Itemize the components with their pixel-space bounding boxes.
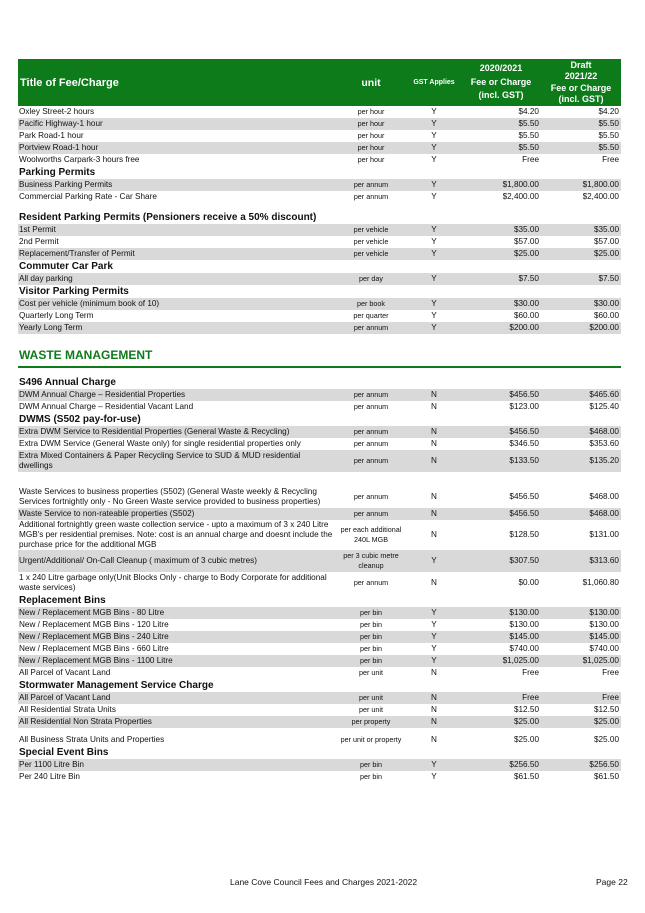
footer-text: Lane Cove Council Fees and Charges 2021-2022 bbox=[230, 877, 418, 887]
fee-gst: N bbox=[431, 668, 437, 677]
fee-2020-2021: $0.00 bbox=[518, 578, 539, 587]
fee-unit: per 3 cubic metre cleanup bbox=[335, 550, 407, 572]
fee-title: Urgent/Additional/ On-Call Cleanup ( maximum of 3 cubic metres) bbox=[18, 550, 335, 572]
table-row bbox=[18, 667, 621, 679]
fee-2021-2022: Free bbox=[541, 692, 621, 704]
fee-2021-2022: $130.00 bbox=[589, 620, 619, 629]
fee-2020-2021: $133.50 bbox=[461, 450, 541, 472]
fee-title: All day parking bbox=[18, 273, 335, 285]
fee-2020-2021: $130.00 bbox=[461, 607, 541, 619]
fee-gst: Y bbox=[407, 179, 461, 191]
section-heading bbox=[18, 746, 621, 759]
fee-unit: per vehicle bbox=[335, 248, 407, 260]
fee-2021-2022: $1,800.00 bbox=[541, 179, 621, 191]
fee-2021-2022: $7.50 bbox=[541, 273, 621, 285]
fee-2021-2022: $4.20 bbox=[598, 107, 619, 116]
fee-gst: Y bbox=[431, 237, 437, 246]
fee-title: 2nd Permit bbox=[19, 237, 59, 246]
fee-unit: per each additional 240L MGB bbox=[340, 525, 402, 544]
fee-2021-2022: Free bbox=[602, 155, 619, 164]
fee-2021-2022: $468.00 bbox=[541, 508, 621, 520]
section-heading bbox=[18, 285, 621, 298]
fee-gst: Y bbox=[407, 607, 461, 619]
fee-2020-2021: $307.50 bbox=[461, 550, 541, 572]
fee-2020-2021: $7.50 bbox=[461, 273, 541, 285]
section-heading bbox=[18, 260, 621, 273]
fee-title: New / Replacement MGB Bins - 120 Litre bbox=[19, 620, 169, 629]
fee-title: Waste Services to business properties (S502) (General Waste weekly & Recycling Services fortnightly only - No Green Waste service provided to business properties) bbox=[19, 487, 321, 506]
fee-2021-2022: $130.00 bbox=[541, 607, 621, 619]
header-fee-2021 bbox=[541, 59, 621, 106]
table-row bbox=[18, 130, 621, 142]
table-row bbox=[18, 106, 621, 118]
fee-title: Business Parking Permits bbox=[18, 179, 335, 191]
fee-gst: Y bbox=[431, 620, 437, 629]
fee-2020-2021: $130.00 bbox=[509, 620, 539, 629]
fee-title: Woolworths Carpark-3 hours free bbox=[19, 155, 140, 164]
section-title: Visitor Parking Permits bbox=[19, 285, 129, 297]
table-row bbox=[18, 572, 621, 594]
fee-title: Park Road-1 hour bbox=[19, 131, 84, 140]
table-row bbox=[18, 550, 621, 572]
header-fee-2021-line3: Fee or Charge bbox=[550, 82, 612, 93]
fee-2020-2021: $456.50 bbox=[461, 508, 541, 520]
fee-title: Per 1100 Litre Bin bbox=[18, 759, 335, 771]
fee-gst: Y bbox=[407, 550, 461, 572]
fee-title: Portview Road-1 hour bbox=[18, 142, 335, 154]
fees-table-body bbox=[18, 59, 621, 783]
fee-2020-2021: $5.50 bbox=[461, 142, 541, 154]
fee-2021-2022: $25.00 bbox=[541, 716, 621, 728]
table-row bbox=[18, 298, 621, 310]
section-heading bbox=[18, 679, 621, 692]
section-title: DWMS (S502 pay-for-use) bbox=[19, 413, 141, 425]
table-row bbox=[18, 154, 621, 166]
fee-2020-2021: $1,800.00 bbox=[461, 179, 541, 191]
table-row bbox=[18, 607, 621, 619]
fee-gst: Y bbox=[407, 273, 461, 285]
fee-title: Per 240 Litre Bin bbox=[19, 772, 80, 781]
fee-2021-2022: $313.60 bbox=[541, 550, 621, 572]
fee-2021-2022: $5.50 bbox=[598, 131, 619, 140]
fee-unit: per hour bbox=[357, 154, 385, 164]
fee-2020-2021: $128.50 bbox=[509, 530, 539, 539]
fee-2020-2021: $5.50 bbox=[461, 118, 541, 130]
table-row bbox=[18, 520, 621, 550]
fee-2020-2021: $123.00 bbox=[509, 402, 539, 411]
header-gst: GST Applies bbox=[407, 59, 461, 106]
table-row bbox=[18, 389, 621, 401]
fee-title: Commercial Parking Rate - Car Share bbox=[19, 192, 157, 201]
header-fee-2021-line1: Draft bbox=[570, 59, 592, 70]
fee-title: Extra DWM Service (General Waste only) for single residential properties only bbox=[19, 439, 301, 448]
fee-unit: per annum bbox=[335, 450, 407, 472]
header-fee-2021-line2: 2021/22 bbox=[564, 71, 598, 81]
fee-unit: per hour bbox=[335, 142, 407, 154]
fee-2020-2021: Free bbox=[522, 668, 539, 677]
fee-gst: N bbox=[407, 426, 461, 438]
fee-unit: per annum bbox=[335, 179, 407, 191]
fee-gst: Y bbox=[407, 118, 461, 130]
table-row bbox=[18, 692, 621, 704]
fee-2021-2022: $131.00 bbox=[589, 530, 619, 539]
table-row bbox=[18, 508, 621, 520]
fee-unit: per annum bbox=[335, 426, 407, 438]
fee-2020-2021: $256.50 bbox=[461, 759, 541, 771]
fee-gst: N bbox=[431, 492, 437, 501]
fee-unit: per quarter bbox=[353, 310, 389, 320]
fee-2021-2022: Free bbox=[602, 668, 619, 677]
fee-title: Yearly Long Term bbox=[18, 322, 335, 334]
table-row bbox=[18, 236, 621, 248]
spacer-cell bbox=[18, 472, 621, 486]
fee-gst: Y bbox=[407, 631, 461, 643]
fee-title: New / Replacement MGB Bins - 1100 Litre bbox=[18, 655, 335, 667]
fee-gst: Y bbox=[407, 322, 461, 334]
fee-title: Extra Mixed Containers & Paper Recycling Service to SUD & MUD residential dwellings bbox=[18, 450, 335, 472]
fee-title: Pacific Highway-1 hour bbox=[18, 118, 335, 130]
section-heading bbox=[18, 594, 621, 607]
fee-unit: per unit bbox=[359, 667, 383, 677]
table-row bbox=[18, 450, 621, 472]
table-row bbox=[18, 759, 621, 771]
table-row bbox=[18, 655, 621, 667]
fee-gst: Y bbox=[407, 142, 461, 154]
fee-unit: per day bbox=[335, 273, 407, 285]
table-row bbox=[18, 631, 621, 643]
fees-document bbox=[18, 59, 621, 783]
fee-unit: per bin bbox=[360, 643, 382, 653]
fee-2021-2022: $145.00 bbox=[541, 631, 621, 643]
fee-gst: Y bbox=[431, 772, 437, 781]
fee-gst: N bbox=[407, 450, 461, 472]
fee-title: All Parcel of Vacant Land bbox=[19, 668, 111, 677]
fee-title: All Residential Strata Units bbox=[19, 705, 116, 714]
table-row bbox=[18, 771, 621, 783]
fee-gst: Y bbox=[431, 107, 437, 116]
fee-2021-2022: $35.00 bbox=[541, 224, 621, 236]
fee-2020-2021: $30.00 bbox=[461, 298, 541, 310]
section-title: S496 Annual Charge bbox=[19, 376, 116, 388]
fee-2021-2022: $468.00 bbox=[541, 426, 621, 438]
fee-2020-2021: $456.50 bbox=[461, 426, 541, 438]
fee-gst: Y bbox=[407, 298, 461, 310]
fee-title: Cost per vehicle (minimum book of 10) bbox=[18, 298, 335, 310]
fee-gst: Y bbox=[431, 311, 437, 320]
fee-2020-2021: $200.00 bbox=[461, 322, 541, 334]
table-row bbox=[18, 643, 621, 655]
fee-unit: per annum bbox=[353, 191, 389, 201]
section-title: Resident Parking Permits (Pensioners receive a 50% discount) bbox=[19, 211, 317, 223]
fee-unit: per annum bbox=[335, 508, 407, 520]
fee-gst: N bbox=[407, 716, 461, 728]
fee-unit: per annum bbox=[353, 492, 389, 501]
fee-2021-2022: $2,400.00 bbox=[582, 192, 619, 201]
fee-gst: N bbox=[431, 735, 437, 744]
fee-gst: N bbox=[431, 578, 437, 587]
fee-unit: per vehicle bbox=[335, 224, 407, 236]
section-heading bbox=[18, 166, 621, 179]
fee-title: New / Replacement MGB Bins - 240 Litre bbox=[18, 631, 335, 643]
table-row bbox=[18, 401, 621, 413]
fee-title: All Business Strata Units and Properties bbox=[19, 735, 165, 744]
fee-gst: Y bbox=[431, 192, 437, 201]
table-row bbox=[18, 179, 621, 191]
table-row bbox=[18, 142, 621, 154]
fee-2021-2022: $200.00 bbox=[541, 322, 621, 334]
section-heading bbox=[18, 367, 621, 389]
fee-gst: N bbox=[407, 508, 461, 520]
header-fee-2020-line2: Fee or Charge bbox=[470, 76, 532, 87]
fee-unit: per annum bbox=[353, 438, 389, 448]
fee-gst: N bbox=[431, 439, 437, 448]
table-row bbox=[18, 486, 621, 508]
fee-gst: Y bbox=[431, 155, 437, 164]
fee-2021-2022: $740.00 bbox=[589, 644, 619, 653]
table-header bbox=[18, 59, 621, 106]
header-unit: unit bbox=[335, 59, 407, 106]
fee-title: 1 x 240 Litre garbage only(Unit Blocks Only - charge to Body Corporate for additional waste services) bbox=[19, 573, 327, 592]
table-row bbox=[18, 426, 621, 438]
fee-2021-2022: $1,025.00 bbox=[541, 655, 621, 667]
fee-unit: per unit bbox=[335, 692, 407, 704]
fee-2020-2021: $456.50 bbox=[509, 492, 539, 501]
table-row bbox=[18, 734, 621, 746]
fee-gst: N bbox=[431, 530, 437, 539]
fee-2021-2022: $1,060.80 bbox=[582, 578, 619, 587]
fee-gst: N bbox=[407, 692, 461, 704]
fee-2021-2022: $25.00 bbox=[541, 248, 621, 260]
section-title: Replacement Bins bbox=[19, 594, 106, 606]
header-fee-2020 bbox=[461, 59, 541, 106]
fee-unit: per bin bbox=[360, 619, 382, 629]
fee-2020-2021: $12.50 bbox=[513, 705, 539, 714]
table-row bbox=[18, 438, 621, 450]
header-fee-2020-line3: (incl. GST) bbox=[478, 90, 524, 101]
fee-2021-2022: $57.00 bbox=[593, 237, 619, 246]
fee-title: New / Replacement MGB Bins - 660 Litre bbox=[19, 644, 169, 653]
section-heading bbox=[18, 203, 621, 224]
fee-2021-2022: $60.00 bbox=[593, 311, 619, 320]
fee-gst: N bbox=[431, 705, 437, 714]
fee-title: Replacement/Transfer of Permit bbox=[18, 248, 335, 260]
fee-unit: per hour bbox=[357, 130, 385, 140]
fee-2021-2022: $468.00 bbox=[589, 492, 619, 501]
fee-2021-2022: $61.50 bbox=[593, 772, 619, 781]
waste-management-heading bbox=[18, 334, 621, 367]
header-fee-2020-line1: 2020/2021 bbox=[479, 63, 523, 74]
fee-2020-2021: Free bbox=[461, 692, 541, 704]
section-title: Commuter Car Park bbox=[19, 260, 113, 272]
fee-unit: per bin bbox=[335, 655, 407, 667]
fee-unit: per hour bbox=[335, 118, 407, 130]
fee-2020-2021: $25.00 bbox=[461, 248, 541, 260]
fee-2020-2021: $2,400.00 bbox=[502, 192, 539, 201]
fee-title: All Parcel of Vacant Land bbox=[18, 692, 335, 704]
table-row bbox=[18, 310, 621, 322]
table-row bbox=[18, 704, 621, 716]
fees-table bbox=[18, 59, 621, 783]
fee-title: 1st Permit bbox=[18, 224, 335, 236]
fee-2021-2022: $5.50 bbox=[541, 118, 621, 130]
fee-title: Additional fortnightly green waste collection service - upto a maximum of 3 x 240 Litre MGB's per residential premises. Note: cost is an annual charge and doesnt include the purchase price for the additional MGB bbox=[19, 520, 333, 549]
fee-title: New / Replacement MGB Bins - 80 Litre bbox=[18, 607, 335, 619]
fee-title: All Residential Non Strata Properties bbox=[18, 716, 335, 728]
fee-2020-2021: $346.50 bbox=[509, 439, 539, 448]
fee-2020-2021: $25.00 bbox=[513, 735, 539, 744]
header-title: Title of Fee/Charge bbox=[18, 59, 335, 106]
table-row bbox=[18, 273, 621, 285]
fee-gst: Y bbox=[407, 655, 461, 667]
fee-2020-2021: $145.00 bbox=[461, 631, 541, 643]
fee-2021-2022: $25.00 bbox=[593, 735, 619, 744]
table-row bbox=[18, 224, 621, 236]
fee-title: Oxley Street-2 hours bbox=[19, 107, 95, 116]
fee-unit: per annum bbox=[353, 401, 389, 411]
fee-gst: Y bbox=[431, 644, 437, 653]
fee-2020-2021: $25.00 bbox=[461, 716, 541, 728]
fee-gst: Y bbox=[431, 131, 437, 140]
fee-unit: per unit bbox=[359, 704, 383, 714]
fee-unit: per annum bbox=[335, 322, 407, 334]
fee-gst: Y bbox=[407, 759, 461, 771]
table-row bbox=[18, 619, 621, 631]
table-row bbox=[18, 118, 621, 130]
fee-2021-2022: $5.50 bbox=[541, 142, 621, 154]
fee-unit: per unit or property bbox=[340, 734, 402, 744]
fee-unit: per book bbox=[335, 298, 407, 310]
fee-2020-2021: $740.00 bbox=[509, 644, 539, 653]
fee-2021-2022: $135.20 bbox=[541, 450, 621, 472]
table-row bbox=[18, 322, 621, 334]
page-number: Page 22 bbox=[596, 877, 628, 887]
header-fee-2021-line4: (incl. GST) bbox=[558, 94, 604, 104]
fee-2020-2021: $35.00 bbox=[461, 224, 541, 236]
fee-2020-2021: $60.00 bbox=[513, 311, 539, 320]
table-row bbox=[18, 716, 621, 728]
fee-unit: per vehicle bbox=[353, 236, 389, 246]
table-row bbox=[18, 191, 621, 203]
fee-unit: per property bbox=[335, 716, 407, 728]
fee-title: DWM Annual Charge – Residential Properties bbox=[18, 389, 335, 401]
fee-2020-2021: $5.50 bbox=[518, 131, 539, 140]
fee-unit: per bin bbox=[335, 607, 407, 619]
fee-title: Extra DWM Service to Residential Properties (General Waste & Recycling) bbox=[18, 426, 335, 438]
fee-2021-2022: $12.50 bbox=[593, 705, 619, 714]
fee-unit: per bin bbox=[335, 759, 407, 771]
fee-unit: per annum bbox=[335, 389, 407, 401]
fee-gst: Y bbox=[407, 248, 461, 260]
spacer-row bbox=[18, 472, 621, 486]
section-title: Stormwater Management Service Charge bbox=[19, 679, 214, 691]
fee-2021-2022: $125.40 bbox=[589, 402, 619, 411]
section-title: Special Event Bins bbox=[19, 746, 109, 758]
fee-2020-2021: $61.50 bbox=[513, 772, 539, 781]
fee-2020-2021: $1,025.00 bbox=[461, 655, 541, 667]
fee-gst: N bbox=[407, 389, 461, 401]
fee-title: Quarterly Long Term bbox=[19, 311, 94, 320]
fee-2020-2021: Free bbox=[522, 155, 539, 164]
fee-2020-2021: $4.20 bbox=[518, 107, 539, 116]
fee-2020-2021: $456.50 bbox=[461, 389, 541, 401]
fee-gst: N bbox=[431, 402, 437, 411]
table-row bbox=[18, 248, 621, 260]
section-title: Parking Permits bbox=[19, 166, 96, 178]
fee-2021-2022: $465.60 bbox=[541, 389, 621, 401]
fee-title: Waste Service to non-rateable properties (S502) bbox=[18, 508, 335, 520]
fee-2021-2022: $353.60 bbox=[589, 439, 619, 448]
fee-gst: Y bbox=[407, 224, 461, 236]
fee-unit: per hour bbox=[357, 106, 385, 116]
fee-unit: per bin bbox=[360, 771, 382, 781]
fee-2020-2021: $57.00 bbox=[513, 237, 539, 246]
fee-2021-2022: $30.00 bbox=[541, 298, 621, 310]
fee-unit: per bin bbox=[335, 631, 407, 643]
waste-management-title: WASTE MANAGEMENT bbox=[18, 334, 621, 367]
section-heading bbox=[18, 413, 621, 426]
fee-2021-2022: $256.50 bbox=[541, 759, 621, 771]
fee-title: DWM Annual Charge – Residential Vacant Land bbox=[19, 402, 194, 411]
fee-unit: per annum bbox=[353, 578, 389, 587]
